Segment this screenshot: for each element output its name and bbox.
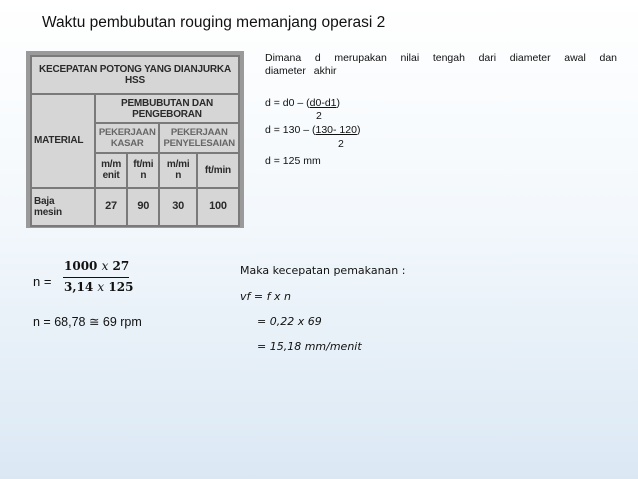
unit-mmenit-1: m/m enit [95, 153, 127, 187]
feed-rate-result: = 15,18 mm/menit [257, 340, 362, 353]
slide-title: Waktu pembubutan rouging memanjang operasi 2 [42, 14, 386, 31]
unit-ftmin-2: ft/min [197, 153, 239, 187]
equation-d-general-denominator: 2 [316, 110, 322, 122]
table-header-main: KECEPATAN POTONG YANG DIANJURKA HSS [31, 56, 239, 94]
equation-d-general-numerator: d0-d1 [309, 97, 337, 109]
diameter-description: Dimana d merupakan nilai tengah dari diameter awal dan diameter akhir [265, 52, 617, 77]
feed-rate-formula: vf = f x n [240, 290, 291, 303]
fraction-bar [63, 277, 129, 278]
equation-d-values-numerator: 130- 120 [315, 124, 357, 136]
feed-rate-intro: Maka kecepatan pemakanan : [240, 264, 406, 277]
equation-d-general: d = d0 – (d0-d1) [265, 97, 341, 109]
unit-mmenit-2: m/mi n [159, 153, 196, 187]
value-finish-ftmin: 100 [197, 188, 239, 227]
equation-d-result: d = 125 mm [265, 155, 321, 167]
group-header: PEMBUBUTAN DAN PENGEBORAN [95, 94, 239, 122]
cutting-speed-table [30, 55, 240, 227]
row-label-baja-mesin: Baja mesin [31, 188, 95, 227]
material-header: MATERIAL [31, 94, 95, 187]
finish-header: PEKERJAAN PENYELESAIAN [159, 123, 239, 153]
value-rough-ftmin: 90 [127, 188, 159, 227]
rpm-result: n = 68,78 ≅ 69 rpm [33, 315, 142, 329]
fraction-numerator: 1000 x 27 [64, 259, 130, 273]
equation-d-values-denominator: 2 [338, 138, 344, 150]
value-rough-mmenit: 27 [95, 188, 127, 227]
speed-table-image [26, 51, 244, 228]
value-finish-mmenit: 30 [159, 188, 196, 227]
n-label: n = [33, 274, 52, 289]
diameter-explanation [265, 52, 617, 78]
fraction-denominator: 3,14 x 125 [64, 280, 134, 294]
unit-ftmin-1: ft/mi n [127, 153, 159, 187]
feed-rate-substitution: = 0,22 x 69 [257, 315, 322, 328]
equation-d-values: d = 130 – (130- 120) [265, 124, 361, 136]
rough-header: PEKERJAAN KASAR [95, 123, 159, 153]
